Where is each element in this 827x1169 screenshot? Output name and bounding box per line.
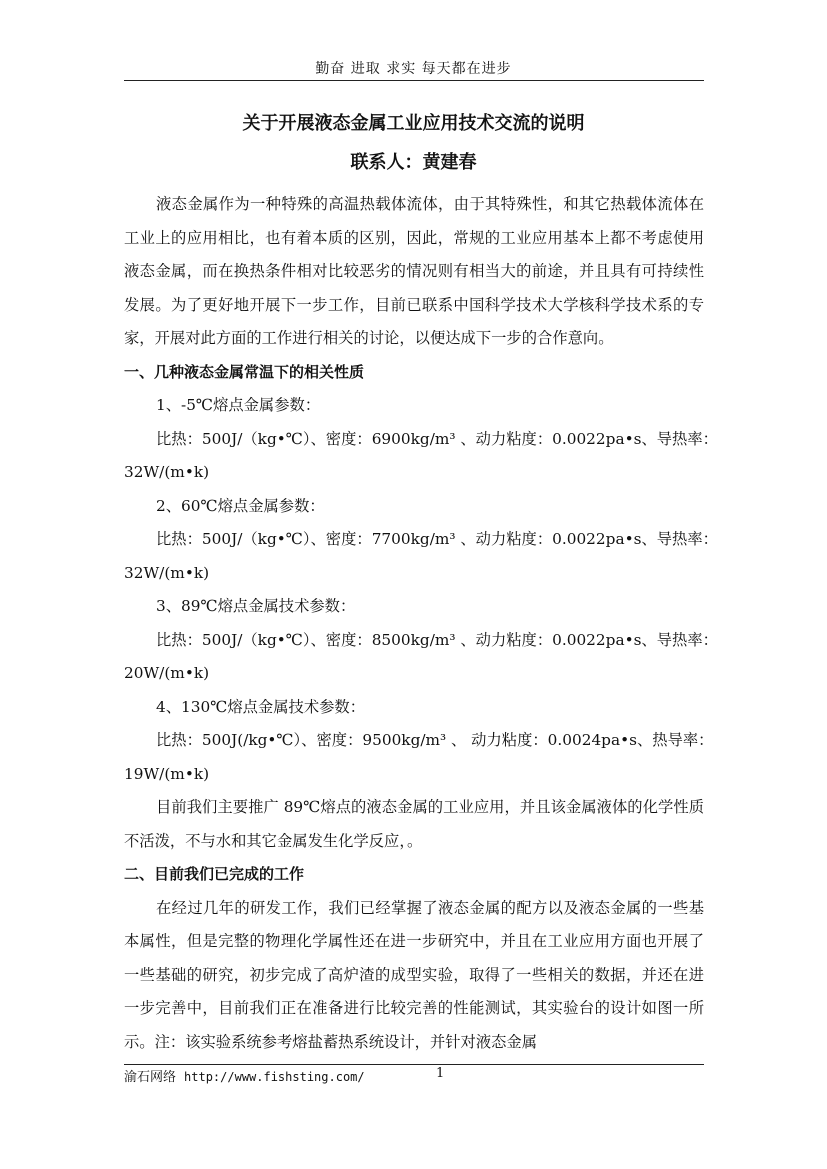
property-item [124,590,718,691]
property-item-tail: 19W/(m•k) [124,764,210,783]
footer-site [124,1066,365,1085]
completed-work-paragraph: 在经过几年的研发工作，我们已经掌握了液态金属的配方以及液态金属的一些基本属性，但是完整的物理化学属性还在进一步研究中，并且在工业应用方面也开展了一些基础的研究，初步完成了高炉渣的成型实验，取得了一些相关的数据，并还在进一步完善中，目前我们正在准备进行比较完善的性能测试，其实验台的设计如图一所示。注：该实验系统参考熔盐蓄热系统设计，并针对液态金属 [124,898,704,1051]
property-item-values: 比热：500J/（kg•℃）、密度：6900kg/m³ 、动力粘度：0.0022pa•s、导热率： [156,429,718,448]
document-body [124,188,718,1059]
footer-url-link[interactable]: http://www.fishsting.com/ [184,1070,365,1084]
property-item-title: 2、60℃熔点金属参数： [156,496,325,515]
property-item-title: 1、-5℃熔点金属参数： [156,396,321,414]
property-item-values: 比热：500J/（kg•℃）、密度：7700kg/m³ 、动力粘度：0.0022pa•s、导热率： [156,530,718,548]
contact-person: 联系人：黄建春 [350,152,477,173]
footer-divider [124,1064,704,1065]
header-motto: 勤奋 进取 求实 每天都在进步 [315,61,512,77]
property-item [124,490,718,591]
property-item-values: 比热：500J/（kg•℃）、密度：8500kg/m³ 、动力粘度：0.0022pa•s、导热率： [156,630,718,649]
section-heading-properties: 一、几种液态金属常温下的相关性质 [124,362,365,381]
page-number: 1 [436,1066,445,1081]
summary-paragraph: 目前我们主要推广 89℃熔点的液态金属的工业应用，并且该金属液体的化学性质不活泼，不与水和其它金属发生化学反应，。 [124,798,704,850]
property-item-tail: 20W/(m•k) [124,664,210,682]
document-title: 关于开展液态金属工业应用技术交流的说明 [242,113,585,134]
intro-paragraph: 液态金属作为一种特殊的高温热载体流体，由于其特殊性，和其它热载体流体在工业上的应用相比，也有着本质的区别，因此，常规的工业应用基本上都不考虑使用液态金属，而在换热条件相对比较恶劣的情况则有相当大的前途，并且具有可持续性发展。为了更好地开展下一步工作，目前已联系中国科学技术大学核科学技术系的专家，开展对此方面的工作进行相关的讨论，以便达成下一步的合作意向。 [124,195,704,347]
header-divider [124,80,704,81]
property-item-tail: 32W/(m•k) [124,463,210,481]
property-item [124,691,714,792]
property-item-title: 3、89℃熔点金属技术参数： [156,597,356,615]
section-heading-completed-work: 二、目前我们已完成的工作 [124,865,305,883]
property-item [124,389,718,490]
property-item-tail: 32W/(m•k) [124,563,210,582]
property-item-title: 4、130℃熔点金属技术参数： [156,697,366,716]
footer-site-name: 渝石网络 [124,1070,177,1085]
property-item-values: 比热：500J(/kg•℃）、密度：9500kg/m³ 、 动力粘度：0.0024pa•s、热导率： [156,731,714,749]
